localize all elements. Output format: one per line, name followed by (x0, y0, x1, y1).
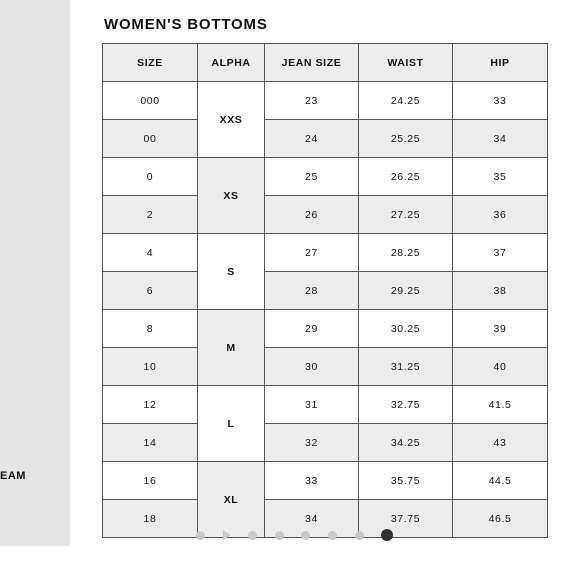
alpha-cell: XXS (198, 82, 265, 158)
size-cell: 000 (103, 82, 198, 120)
table-row (103, 196, 548, 234)
hip-cell: 33 (453, 82, 548, 120)
jean-size-cell: 27 (265, 234, 359, 272)
alpha-cell: L (198, 386, 265, 462)
jean-size-cell: 33 (265, 462, 359, 500)
table-row (103, 462, 548, 500)
alpha-cell: XS (198, 158, 265, 234)
hip-cell: 37 (453, 234, 548, 272)
hip-cell: 36 (453, 196, 548, 234)
size-cell: 0 (103, 158, 198, 196)
size-cell: 12 (103, 386, 198, 424)
table-header-row (103, 44, 548, 82)
waist-cell: 29.25 (359, 272, 453, 310)
waist-cell: 31.25 (359, 348, 453, 386)
jean-size-cell: 30 (265, 348, 359, 386)
alpha-cell: XL (198, 462, 265, 538)
table-row (103, 310, 548, 348)
table-row (103, 234, 548, 272)
header-waist: WAIST (359, 44, 453, 82)
hip-cell: 35 (453, 158, 548, 196)
header-jean-size: JEAN SIZE (265, 44, 359, 82)
size-cell: 16 (103, 462, 198, 500)
jean-size-cell: 23 (265, 82, 359, 120)
header-hip: HIP (453, 44, 548, 82)
carousel-dot-icon[interactable] (355, 531, 364, 540)
jean-size-cell: 29 (265, 310, 359, 348)
jean-size-cell: 24 (265, 120, 359, 158)
left-side-panel (0, 0, 70, 546)
carousel-indicators (196, 528, 411, 542)
header-alpha: ALPHA (198, 44, 265, 82)
waist-cell: 35.75 (359, 462, 453, 500)
hip-cell: 46.5 (453, 500, 548, 538)
waist-cell: 30.25 (359, 310, 453, 348)
header-size: SIZE (103, 44, 198, 82)
waist-cell: 32.75 (359, 386, 453, 424)
size-cell: 18 (103, 500, 198, 538)
carousel-dot-icon[interactable] (248, 531, 257, 540)
jean-size-cell: 32 (265, 424, 359, 462)
jean-size-cell: 34 (265, 500, 359, 538)
carousel-dot-active-icon[interactable] (381, 529, 393, 541)
carousel-dot-icon[interactable] (301, 531, 310, 540)
jean-size-cell: 26 (265, 196, 359, 234)
carousel-play-icon[interactable] (223, 530, 231, 540)
jean-size-cell: 25 (265, 158, 359, 196)
waist-cell: 27.25 (359, 196, 453, 234)
hip-cell: 34 (453, 120, 548, 158)
waist-cell: 28.25 (359, 234, 453, 272)
jean-size-cell: 28 (265, 272, 359, 310)
waist-cell: 34.25 (359, 424, 453, 462)
size-cell: 14 (103, 424, 198, 462)
hip-cell: 38 (453, 272, 548, 310)
hip-cell: 40 (453, 348, 548, 386)
page-title: WOMEN'S BOTTOMS (104, 16, 268, 33)
waist-cell: 37.75 (359, 500, 453, 538)
hip-cell: 44.5 (453, 462, 548, 500)
table-row (103, 386, 548, 424)
carousel-dot-icon[interactable] (328, 531, 337, 540)
waist-cell: 26.25 (359, 158, 453, 196)
left-panel-label: EAM (0, 470, 26, 482)
table-row (103, 424, 548, 462)
hip-cell: 39 (453, 310, 548, 348)
table-row (103, 348, 548, 386)
waist-cell: 24.25 (359, 82, 453, 120)
table-row (103, 272, 548, 310)
size-chart-table (102, 43, 548, 538)
alpha-cell: M (198, 310, 265, 386)
hip-cell: 43 (453, 424, 548, 462)
waist-cell: 25.25 (359, 120, 453, 158)
table-row (103, 158, 548, 196)
carousel-dot-icon[interactable] (275, 531, 284, 540)
carousel-dot-icon[interactable] (196, 531, 205, 540)
jean-size-cell: 31 (265, 386, 359, 424)
table-row (103, 120, 548, 158)
size-cell: 10 (103, 348, 198, 386)
size-cell: 8 (103, 310, 198, 348)
size-cell: 6 (103, 272, 198, 310)
hip-cell: 41.5 (453, 386, 548, 424)
alpha-cell: S (198, 234, 265, 310)
size-cell: 00 (103, 120, 198, 158)
size-cell: 4 (103, 234, 198, 272)
size-cell: 2 (103, 196, 198, 234)
table-row (103, 82, 548, 120)
